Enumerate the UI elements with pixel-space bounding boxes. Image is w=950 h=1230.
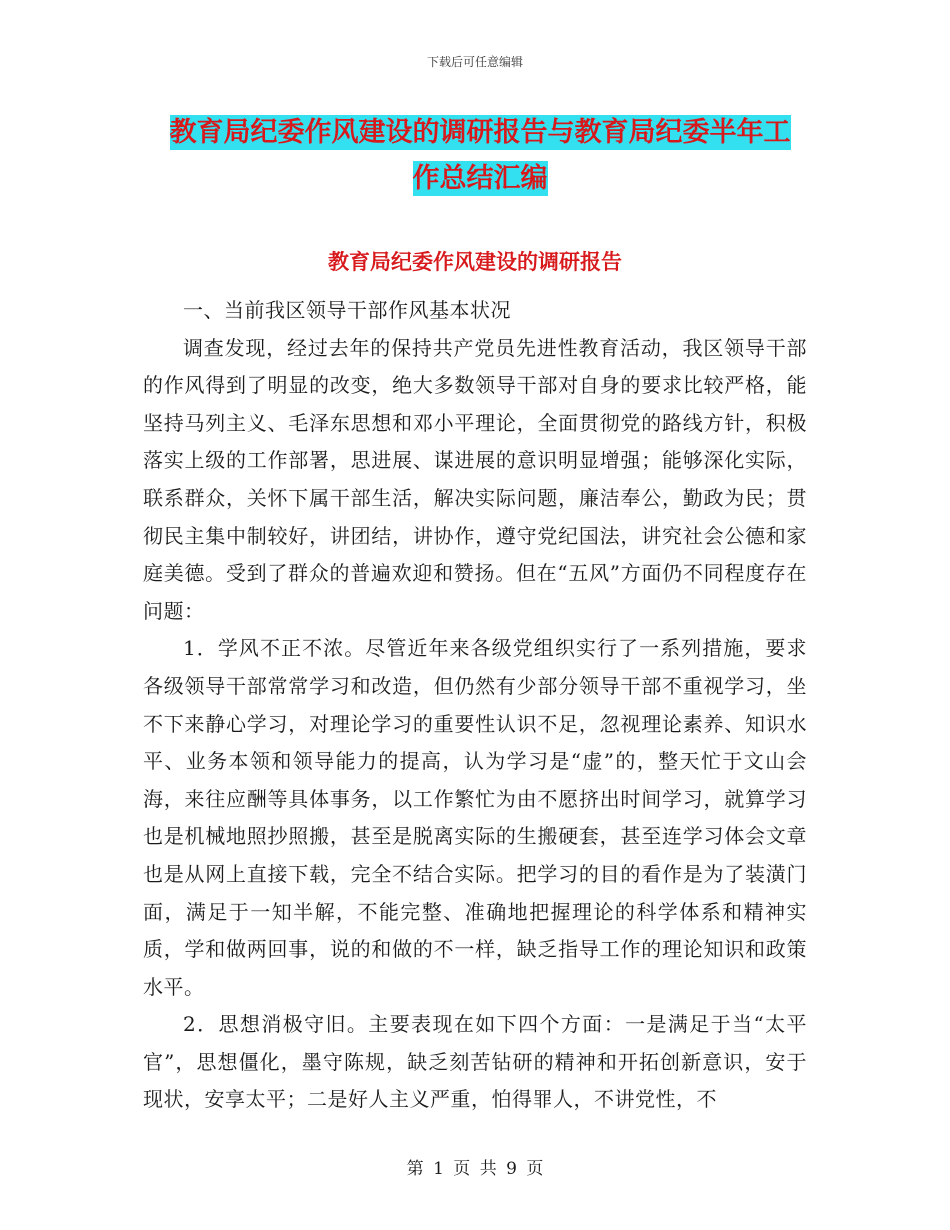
paragraph-heading: 一、当前我区领导干部作风基本状况 bbox=[183, 298, 511, 322]
document-title-line-2: 作总结汇编 bbox=[412, 163, 548, 194]
document-title-line-1: 教育局纪委作风建设的调研报告与教育局纪委半年工 bbox=[169, 117, 791, 148]
paragraph: 1．学风不正不浓。尽管近年来各级党组织实行了一系列措施，要求各级领导干部常常学习和改造，但仍然有少部分领导干部不重视学习，坐不下来静心学习，对理论学习的重要性认识不足，忽视理论素养、知识水平、业务本领和领导能力的提高，认为学习是“虚”的，整天忙于文山会海，来往应酬等具体事务，以工作繁忙为由不愿挤出时间学习，就算学习也是机械地照抄照搬，甚至是脱离实际的生搬硬套，甚至连学习体会文章也是从网上直接下载，完全不结合实际。把学习的目的看作是为了装潢门面，满足于一知半解，不能完整、准确地把握理论的科学体系和精神实质，学和做两回事，说的和做的不一样，缺乏指导工作的理论知识和政策水平。 bbox=[143, 636, 807, 999]
page-footer: 第 1 页 共 9 页 bbox=[406, 1159, 544, 1179]
header-note: 下载后可任意编辑 bbox=[426, 55, 523, 69]
paragraph: 调查发现，经过去年的保持共产党员先进性教育活动，我区领导干部的作风得到了明显的改变，绝大多数领导干部对自身的要求比较严格，能坚持马列主义、毛泽东思想和邓小平理论，全面贯彻党的路线方针，积极落实上级的工作部署，思进展、谋进展的意识明显增强；能够深化实际，联系群众，关怀下属干部生活，解决实际问题，廉洁奉公，勤政为民；贯彻民主集中制较好，讲团结，讲协作，遵守党纪国法，讲究社会公德和家庭美德。受到了群众的普遍欢迎和赞扬。但在“五风”方面仍不同程度存在问题： bbox=[143, 335, 807, 623]
section-title: 教育局纪委作风建设的调研报告 bbox=[328, 250, 622, 274]
paragraph: 2．思想消极守旧。主要表现在如下四个方面：一是满足于当“太平官”，思想僵化，墨守陈规，缺乏刻苦钻研的精神和开拓创新意识，安于现状，安享太平；二是好人主义严重，怕得罪人，不讲党性，不 bbox=[143, 1012, 807, 1112]
document-title bbox=[140, 110, 820, 202]
document-body bbox=[143, 292, 807, 1119]
